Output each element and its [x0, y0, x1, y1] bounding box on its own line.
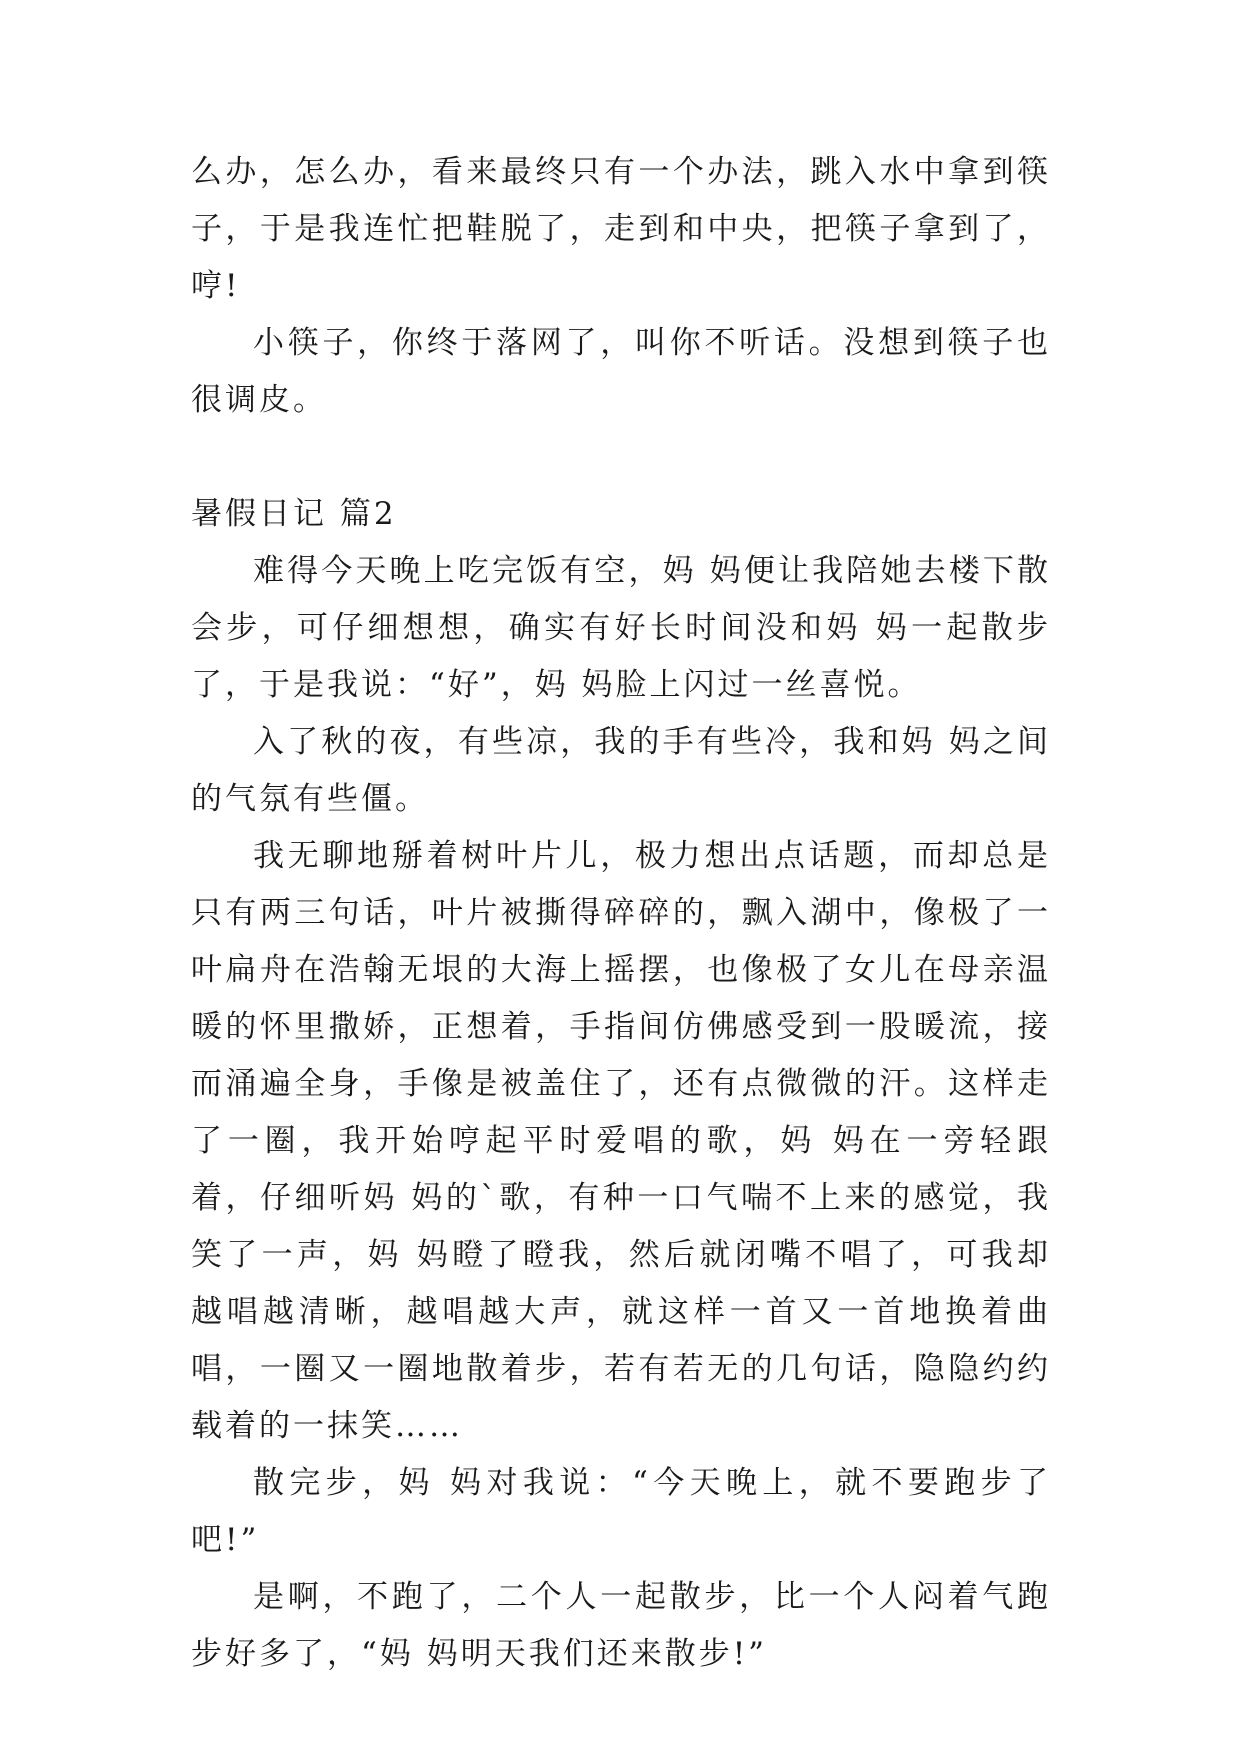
body-paragraph: 难得今天晚上吃完饭有空，妈 妈便让我陪她去楼下散会步，可仔细想想，确实有好长时间没和妈 妈一起散步了，于是我说：“好”，妈 妈脸上闪过一丝喜悦。	[191, 553, 1051, 703]
body-paragraph: 小筷子，你终于落网了，叫你不听话。没想到筷子也很调皮。	[191, 325, 1051, 418]
body-paragraph: 是啊，不跑了，二个人一起散步，比一个人闷着气跑步好多了，“妈 妈明天我们还来散步!”	[191, 1579, 1051, 1672]
section-title: 暑假日记 篇2	[191, 496, 397, 532]
continuation-paragraph: 么办，怎么办，看来最终只有一个办法，跳入水中拿到筷子，于是我连忙把鞋脱了，走到和中央，把筷子拿到了，哼!	[191, 154, 1051, 304]
document-body	[191, 144, 1051, 1683]
body-paragraph: 入了秋的夜，有些凉，我的手有些冷，我和妈 妈之间的气氛有些僵。	[191, 724, 1051, 817]
body-paragraph: 散完步，妈 妈对我说：“今天晚上，就不要跑步了吧!”	[191, 1465, 1051, 1558]
paragraph-spacer	[191, 429, 1051, 486]
body-paragraph: 我无聊地掰着树叶片儿，极力想出点话题，而却总是只有两三句话，叶片被撕得碎碎的，飘入湖中，像极了一叶扁舟在浩翰无垠的大海上摇摆，也像极了女儿在母亲温暖的怀里撒娇，正想着，手指间仿佛感受到一股暖流，接而涌遍全身，手像是被盖住了，还有点微微的汗。这样走了一圈，我开始哼起平时爱唱的歌，妈 妈在一旁轻跟着，仔细听妈 妈的`歌，有种一口气喘不上来的感觉，我笑了一声，妈 妈瞪了瞪我，然后就闭嘴不唱了，可我却越唱越清晰，越唱越大声，就这样一首又一首地换着曲唱，一圈又一圈地散着步，若有若无的几句话，隐隐约约载着的一抹笑……	[191, 838, 1051, 1444]
